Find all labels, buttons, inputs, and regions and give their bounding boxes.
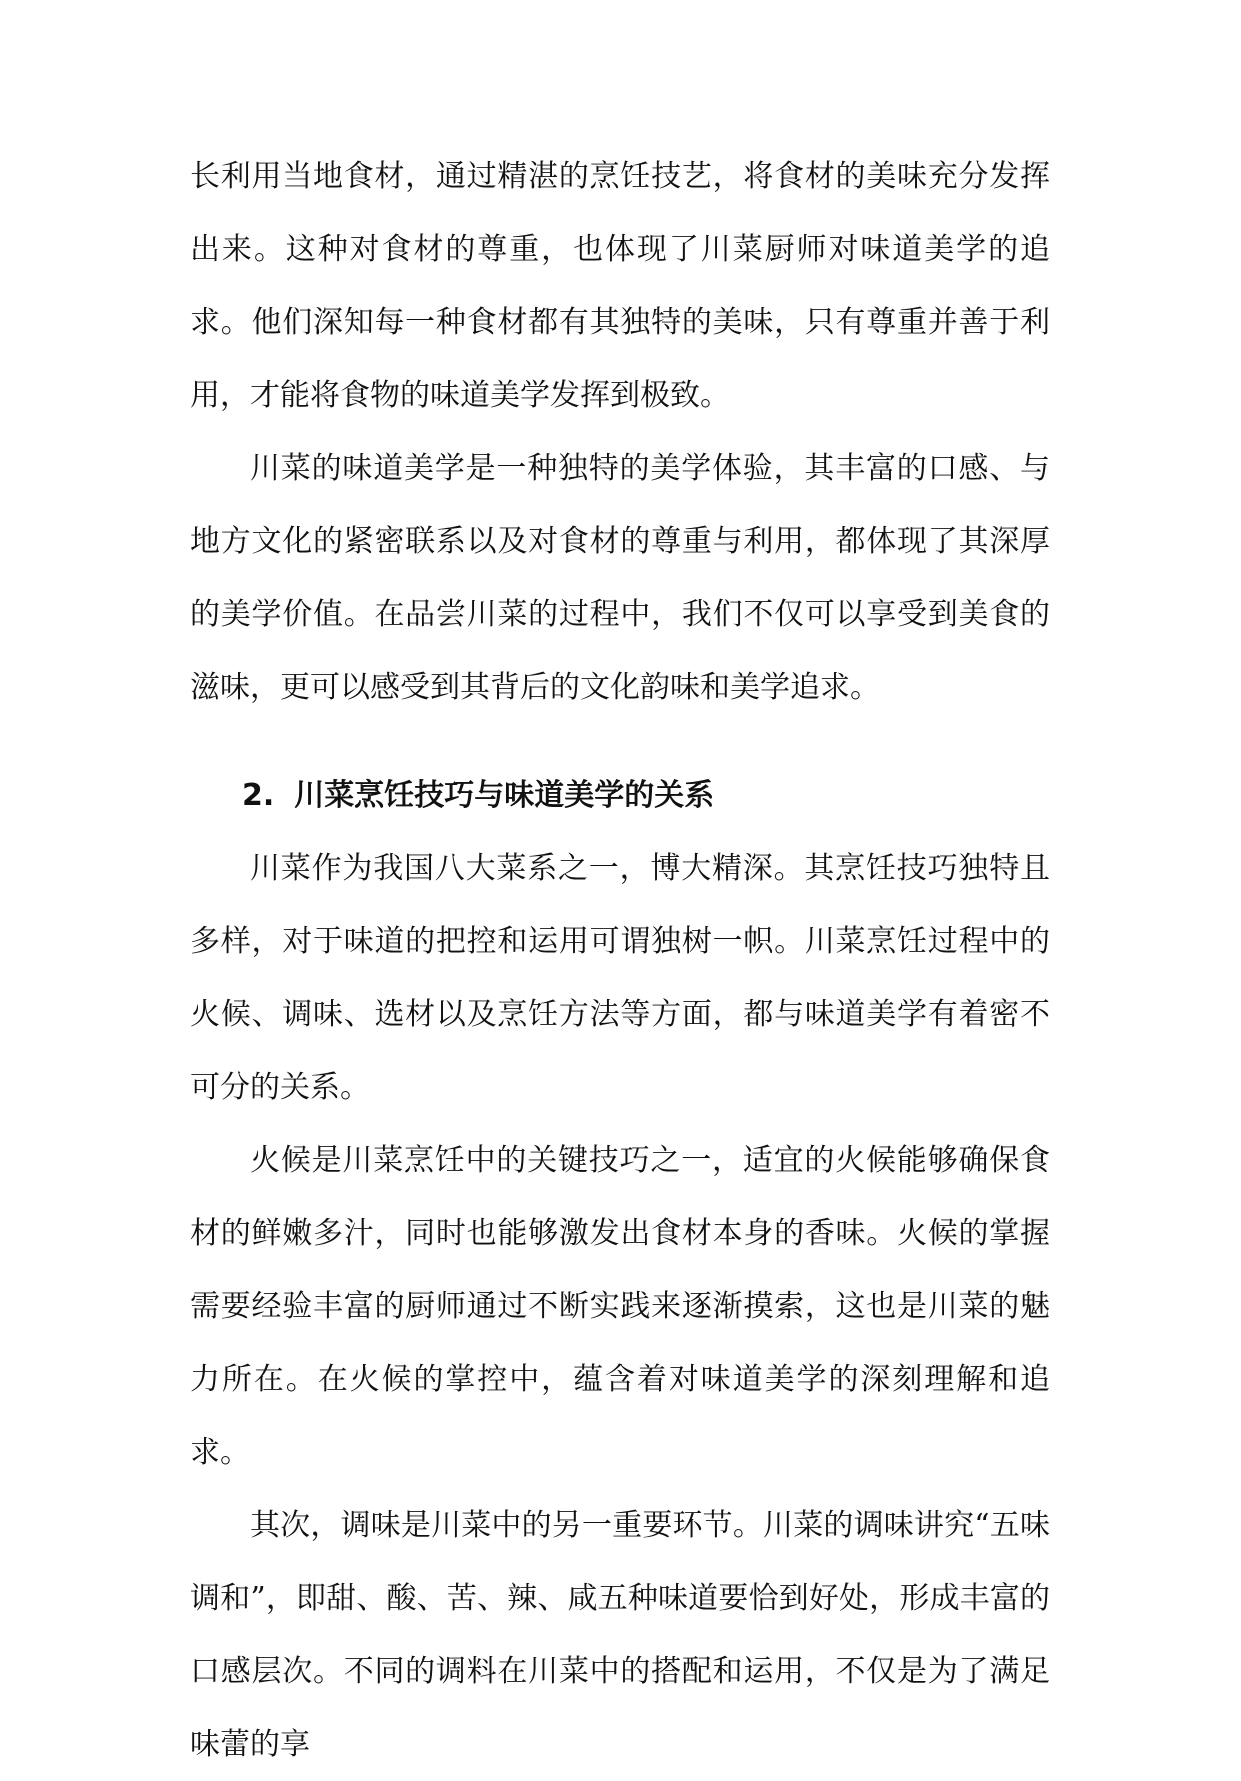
section-number: 2. bbox=[242, 778, 275, 813]
section-heading bbox=[190, 759, 1050, 832]
document-body bbox=[190, 140, 1050, 1781]
paragraph: 其次，调味是川菜中的另一重要环节。川菜的调味讲究“五味调和”，即甜、酸、苦、辣、咸五种味道要恰到好处，形成丰富的口感层次。不同的调料在川菜中的搭配和运用，不仅是为了满足味蕾的享 bbox=[190, 1508, 1050, 1762]
paragraph: 火候是川菜烹饪中的关键技巧之一，适宜的火候能够确保食材的鲜嫩多汁，同时也能够激发出食材本身的香味。火候的掌握需要经验丰富的厨师通过不断实践来逐渐摸索，这也是川菜的魅力所在。在火候的掌控中，蕴含着对味道美学的深刻理解和追求。 bbox=[190, 1143, 1050, 1470]
paragraph: 川菜作为我国八大菜系之一，博大精深。其烹饪技巧独特且多样，对于味道的把控和运用可谓独树一帜。川菜烹饪过程中的火候、调味、选材以及烹饪方法等方面，都与味道美学有着密不可分的关系。 bbox=[190, 851, 1050, 1105]
paragraph-continued: 长利用当地食材，通过精湛的烹饪技艺，将食材的美味充分发挥出来。这种对食材的尊重，也体现了川菜厨师对味道美学的追求。他们深知每一种食材都有其独特的美味，只有尊重并善于利用，才能将食物的味道美学发挥到极致。 bbox=[190, 159, 1050, 413]
section-title: 川菜烹饪技巧与味道美学的关系 bbox=[294, 778, 715, 813]
paragraph: 川菜的味道美学是一种独特的美学体验，其丰富的口感、与地方文化的紧密联系以及对食材的尊重与利用，都体现了其深厚的美学价值。在品尝川菜的过程中，我们不仅可以享受到美食的滋味，更可以感受到其背后的文化韵味和美学追求。 bbox=[190, 451, 1050, 705]
